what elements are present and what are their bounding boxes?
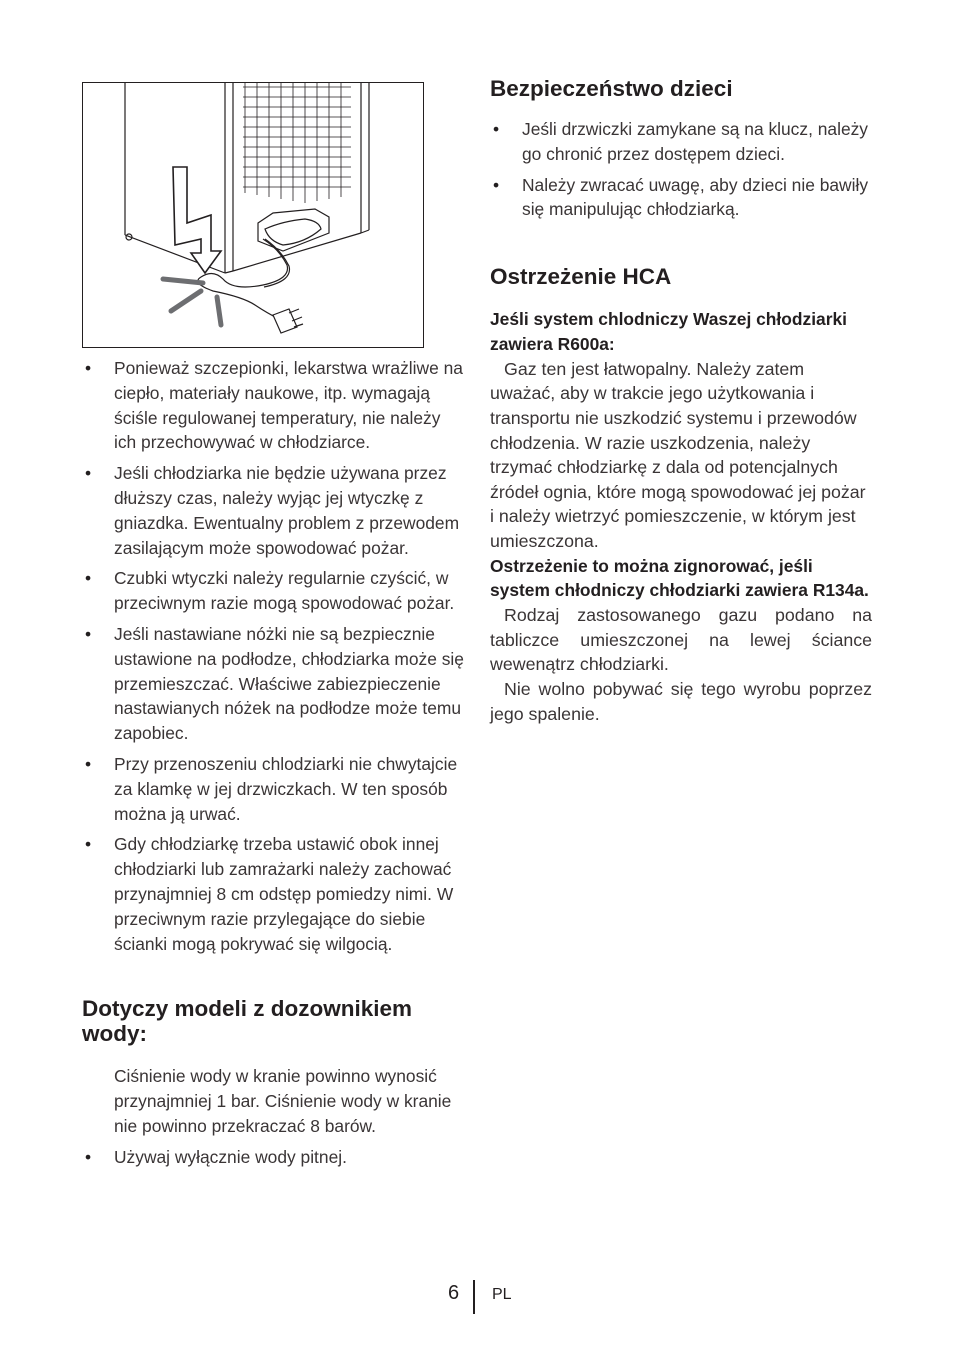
safety-bullet-list xyxy=(82,356,464,956)
page-footer xyxy=(0,1280,954,1320)
list-item: • Jeśli chłodziarka nie będzie używana przez dłuższy czas, należy wyjąc jej wtyczkę z gniazdka. Ewentualny problem z przewodem zasilającym może spowodować pożar. xyxy=(82,461,464,560)
list-item: • Używaj wyłącznie wody pitnej. xyxy=(82,1145,464,1170)
water-dispenser-heading: Dotyczy modeli z dozownikiem wody: xyxy=(82,996,413,1047)
right-column xyxy=(490,76,872,726)
list-item: • Przy przenoszeniu chlodziarki nie chwytajcie za klamkę w jej drzwiczkach. W ten sposób można ją urwać. xyxy=(82,752,464,826)
child-safety-list xyxy=(490,117,872,222)
left-column xyxy=(82,82,464,1176)
spark-rays-icon xyxy=(163,279,221,325)
page-number: 6 xyxy=(448,1282,460,1304)
water-pressure-paragraph: Ciśnienie wody w kranie powinno wynosić przynajmniej 1 bar. Ciśnienie wody w kranie nie powinno przekraczać 8 barów. xyxy=(114,1066,452,1136)
danger-arrow-icon xyxy=(173,167,221,273)
disposal-text: Nie wolno pobywać się tego wyrobu poprzez jego spalenie. xyxy=(490,678,872,724)
gas-type-text: Rodzaj zastosowanego gazu podano na tabliczce umieszczonej na lewej ściance wewenątrz chłodziarki. xyxy=(490,605,872,675)
child-safety-heading: Bezpieczeństwo dzieci xyxy=(490,76,733,101)
hca-r600a-condition: Jeśli system chlodniczy Waszej chłodziarki zawiera R600a: xyxy=(490,309,847,354)
list-item: • Gdy chłodziarkę trzeba ustawić obok innej chłodziarki lub zamrażarki należy zachować przynajmniej 8 cm odstęp pomiedzy nimi. W przeciwnym razie przylegające do siebie ścianki mogą pokrywać się wilgocią. xyxy=(82,832,464,956)
list-item: • Jeśli drzwiczki zamykane są na klucz, należy go chronić przez dostępem dzieci. xyxy=(490,117,872,167)
list-item: • Ponieważ szczepionki, lekarstwa wrażliwe na ciepło, materiały naukowe, itp. wymagają ściśle regulowanej temperatury, nie należy ich przechowywać w chłodziarce. xyxy=(82,356,464,455)
hca-r134a-condition: Ostrzeżenie to można zignorować, jeśli system chłodniczy chłodziarki zawiera R134a. xyxy=(490,555,869,601)
language-code: PL xyxy=(492,1286,512,1303)
fridge-power-cord-illustration xyxy=(82,82,424,348)
list-item: • Należy zwracać uwagę, aby dzieci nie bawiły się manipulując chłodziarką. xyxy=(490,173,872,223)
plug-icon xyxy=(273,309,303,333)
fridge-back-drawing xyxy=(83,83,422,346)
list-item: • Czubki wtyczki należy regularnie czyścić, w przeciwnym razie mogą spowodować pożar. xyxy=(82,566,464,616)
list-item: • Jeśli nastawiane nóżki nie są bezpiecznie ustawione na podłodze, chłodziarka może się przemieszczać. Właściwe zabiezpieczenie nastawianych nóżek na podłodze może temu zapobiec. xyxy=(82,622,464,746)
water-bullet-list xyxy=(82,1145,464,1170)
hca-warning-heading: Ostrzeżenie HCA xyxy=(490,264,672,290)
footer-divider xyxy=(473,1280,475,1314)
hca-r600a-text: Gaz ten jest łatwopalny. Należy zatem uważać, aby w trakcie jego użytkowania i transportu nie uszkodzić systemu i przewodów chłodzenia. W razie uszkodzenia, należy trzymać chłodziarkę z dala od potencjalnych źródeł ognia, które mogą spowodować jej pożar i należy wietrzyć pomieszczenie, w którym jest umieszczona. xyxy=(490,358,866,551)
